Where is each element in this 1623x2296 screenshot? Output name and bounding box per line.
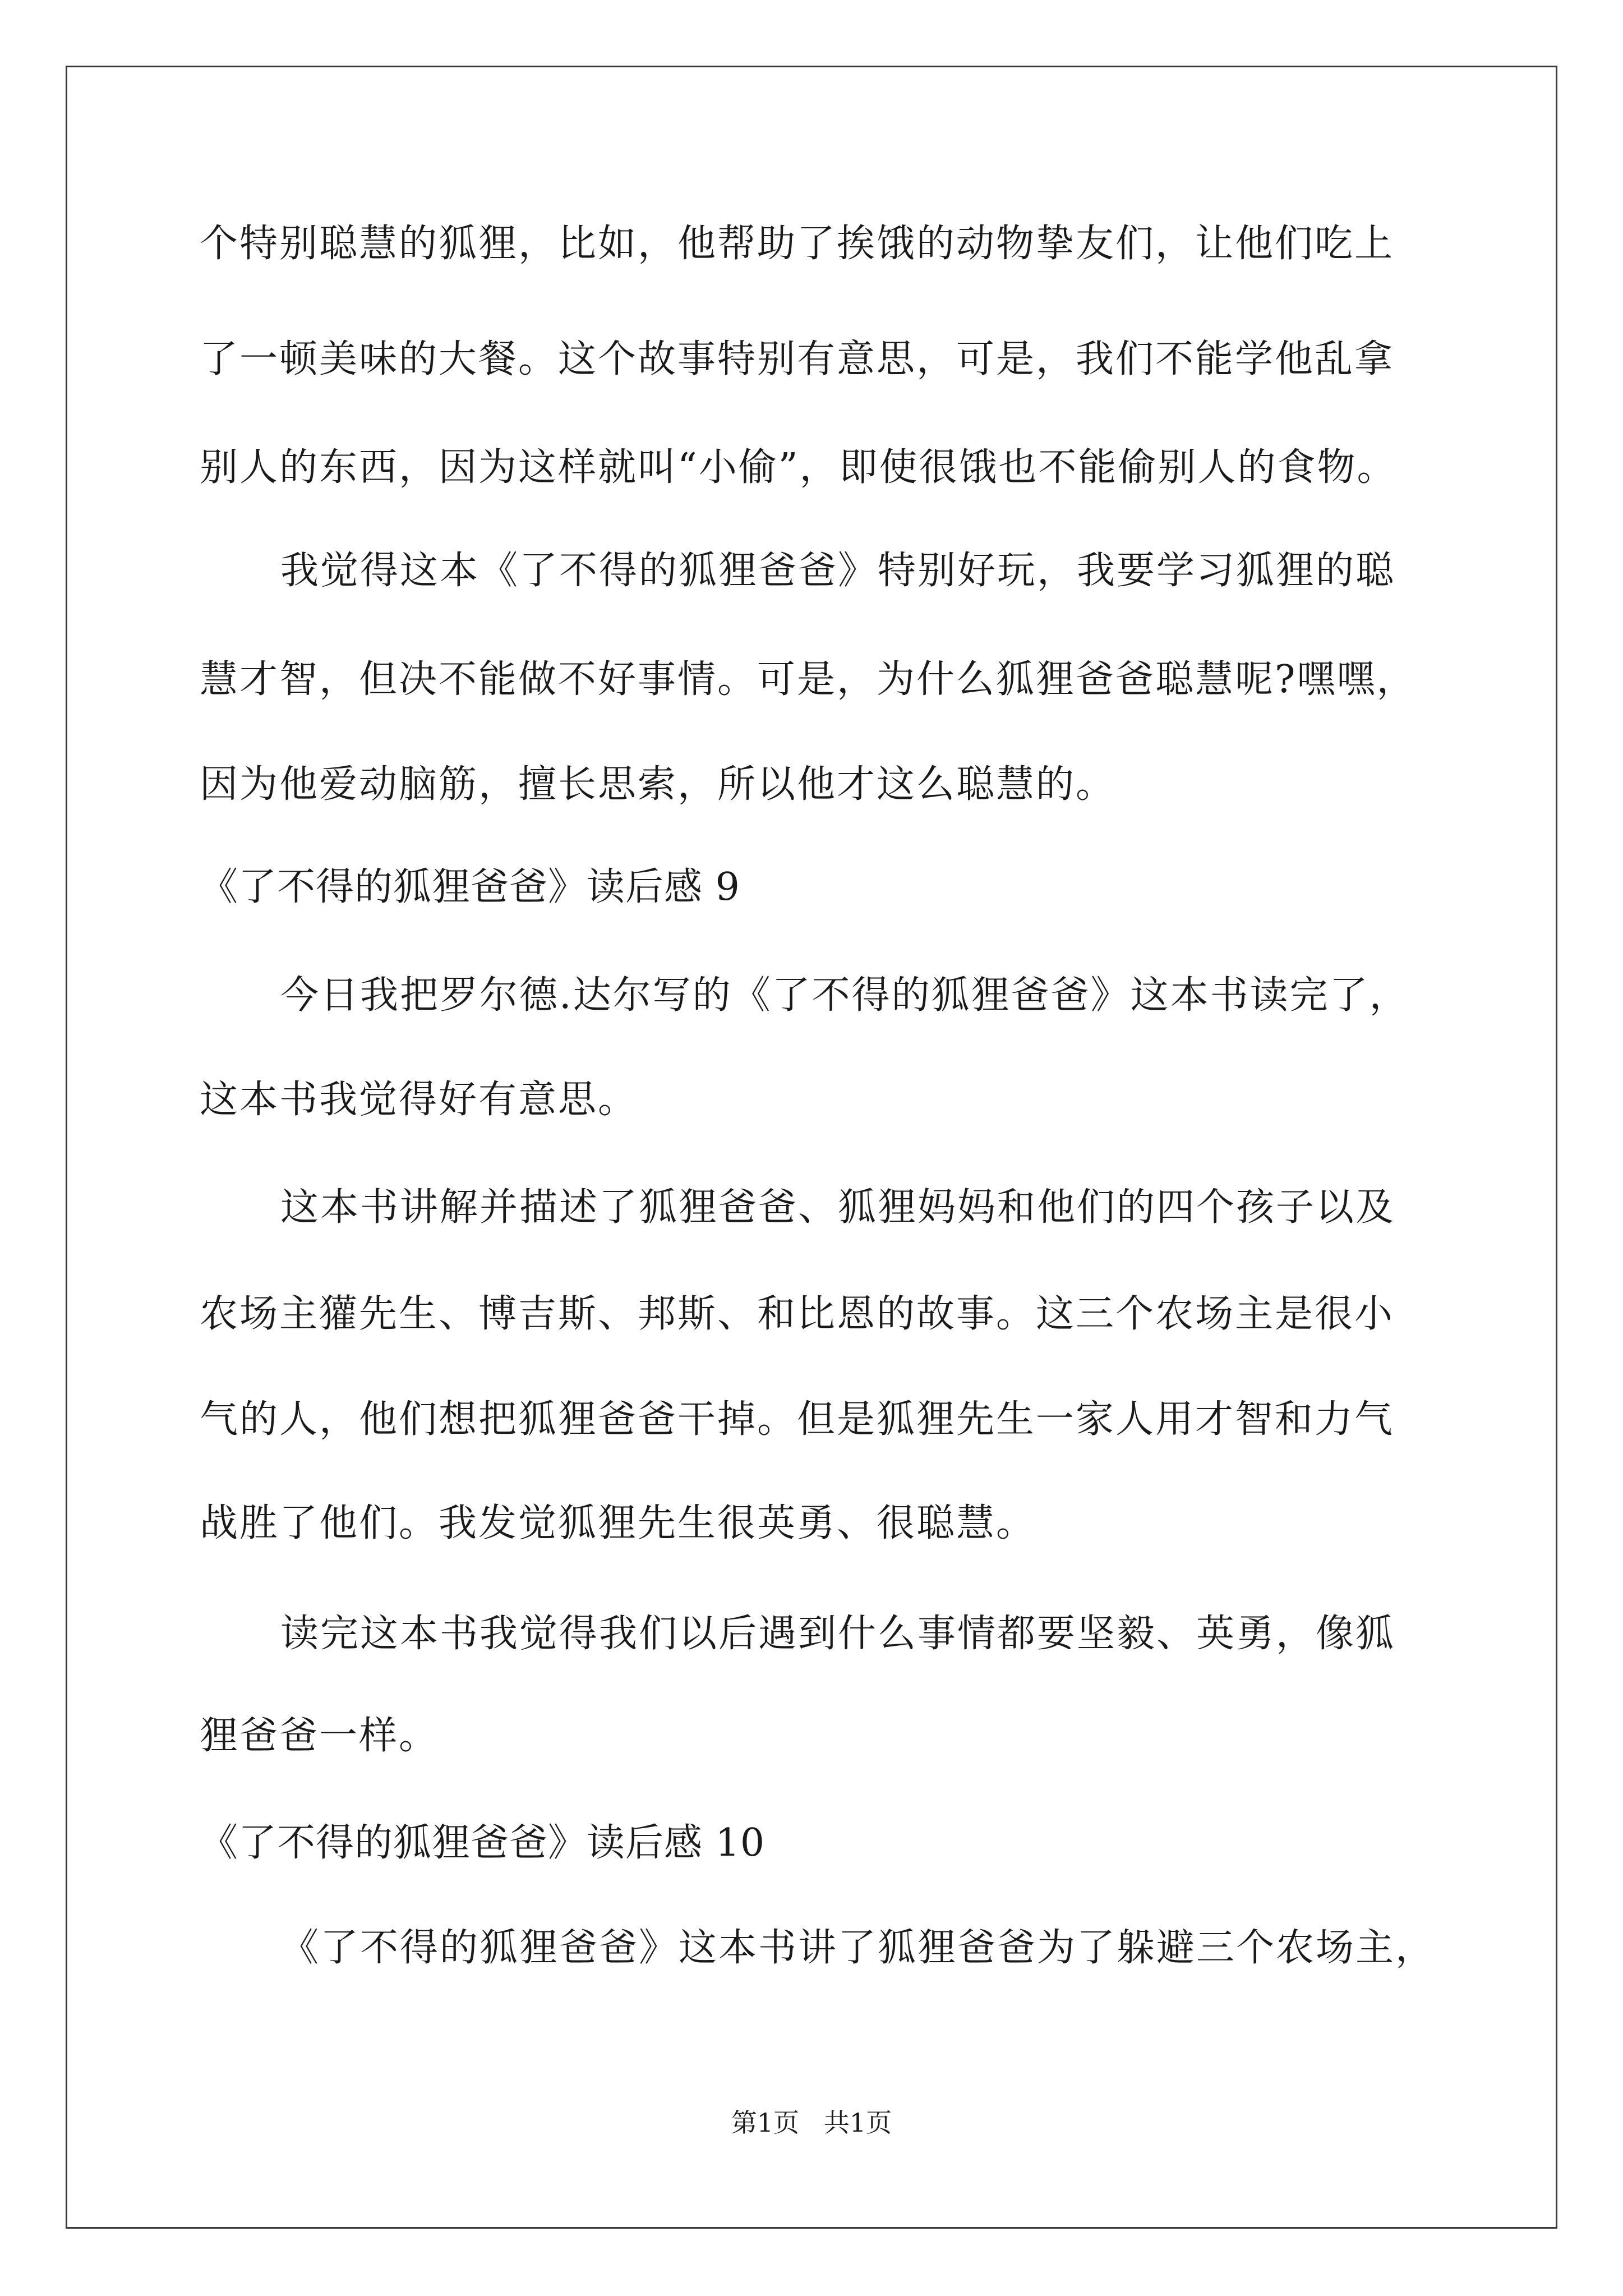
paragraph-line: 因为他爱动脑筋，擅长思索，所以他才这么聪慧的。 <box>200 762 1116 807</box>
paragraph-line: 读完这本书我觉得我们以后遇到什么事情都要坚毅、英勇，像狐 <box>280 1612 1396 1656</box>
paragraph-line: 慧才智，但决不能做不好事情。可是，为什么狐狸爸爸聪慧呢?嘿嘿， <box>200 657 1417 702</box>
section-heading: 《了不得的狐狸爸爸》读后感 9 <box>200 865 740 909</box>
paragraph-line: 战胜了他们。我发觉狐狸先生很英勇、很聪慧。 <box>200 1501 1036 1545</box>
paragraph-line: 今日我把罗尔德.达尔写的《了不得的狐狸爸爸》这本书读完了， <box>280 973 1409 1018</box>
paragraph-line: 农场主獾先生、博吉斯、邦斯、和比恩的故事。这三个农场主是很小 <box>200 1292 1395 1336</box>
page-footer: 第1页 共1页 <box>731 2108 892 2138</box>
paragraph-line: 气的人，他们想把狐狸爸爸干掉。但是狐狸先生一家人用才智和力气 <box>200 1397 1395 1442</box>
paragraph-line: 个特别聪慧的狐狸，比如，他帮助了挨饿的动物挚友们，让他们吃上 <box>200 222 1395 266</box>
paragraph-line: 狸爸爸一样。 <box>200 1714 439 1758</box>
paragraph-line: 这本书讲解并描述了狐狸爸爸、狐狸妈妈和他们的四个孩子以及 <box>280 1185 1396 1230</box>
section-heading: 《了不得的狐狸爸爸》读后感 10 <box>200 1821 766 1865</box>
paragraph-line: 我觉得这本《了不得的狐狸爸爸》特别好玩，我要学习狐狸的聪 <box>280 549 1396 593</box>
paragraph-line: 《了不得的狐狸爸爸》这本书讲了狐狸爸爸为了躲避三个农场主， <box>280 1926 1436 1970</box>
paragraph-line: 别人的东西，因为这样就叫“小偷”，即使很饿也不能偷别人的食物。 <box>200 445 1397 490</box>
paragraph-line: 这本书我觉得好有意思。 <box>200 1078 638 1122</box>
page-border <box>66 66 1557 2229</box>
paragraph-line: 了一顿美味的大餐。这个故事特别有意思，可是，我们不能学他乱拿 <box>200 337 1395 381</box>
